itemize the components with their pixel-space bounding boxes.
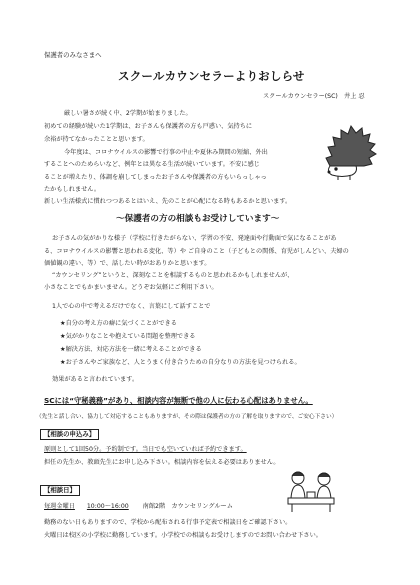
intro-line: 初めての経験が続いた1学期は、お子さんも保護者の方も戸惑い、気持ちに bbox=[44, 123, 253, 130]
application-label: 【相談の申込み】 bbox=[40, 429, 99, 440]
effect-note: 効果があると言われています。 bbox=[52, 376, 139, 383]
schedule-note: 火曜日は校区の小学校に勤務しています。小学校での相談もお受けしますのでお問い合わせ下さい。 bbox=[44, 532, 322, 539]
schedule-day: 毎週金曜日 bbox=[44, 503, 75, 510]
consult-line: 価値観の違い、等）で、話したい時がおありかと思います。 bbox=[44, 260, 211, 267]
benefit-intro: 1人で心の中で考えるだけでなく、言葉にして話すことで bbox=[52, 303, 211, 310]
intro-line: ることが増えたり、体調を崩してしまったお子さんや保護者の方もいらっしゃっ bbox=[44, 174, 267, 181]
intro-line: 余裕が持てなかったことと思います。 bbox=[44, 136, 149, 143]
schedule-label: 【相談日】 bbox=[40, 485, 80, 496]
benefit-item: ★ お子さんやご家族など、人とうまく付き合うための自分なりの方法を見つけられる。 bbox=[60, 359, 301, 368]
salutation: 保護者のみなさまへ bbox=[44, 51, 102, 59]
consult-heading: ～保護者の方の相談もお受けしています～ bbox=[116, 214, 280, 224]
intro-line: たかもしれません。 bbox=[44, 186, 101, 193]
page-title: スクールカウンセラーよりおしらせ bbox=[118, 69, 305, 83]
consult-line: る、コロナウイルスの影響と思われる変化、等）や ご自身のこと（子どもとの関係、育児がしんどい、夫婦の bbox=[44, 248, 349, 255]
schedule-place: 南館2階 カウンセリングルーム bbox=[142, 503, 233, 510]
schedule-note: 勤務のない日もありますので、学校から配布される行事予定表で相談日をご確認下さい。 bbox=[44, 519, 292, 526]
consult-line: “カウンセリング”というと、深刻なことを相談するものと思われるかもしれませんが、 bbox=[52, 272, 294, 279]
intro-line: 今年度は、コロナウイルスの影響で行事の中止や夏休み期間の短縮、外出 bbox=[64, 149, 268, 156]
schedule-details bbox=[44, 503, 233, 512]
author-line: スクールカウンセラー(SC) 井上 忍 bbox=[263, 93, 365, 100]
confidentiality-statement: SCには“守秘義務”があり、相談内容が無断で他の人に伝わる心配はありません。 bbox=[44, 396, 313, 405]
application-instructions: 担任の先生か、教頭先生にお申し込み下さい。相談内容を伝える必要はありません。 bbox=[44, 459, 280, 466]
counseling-illustration bbox=[282, 466, 340, 514]
hedgehog-illustration bbox=[322, 120, 380, 182]
schedule-time: 10:00～16:00 bbox=[86, 503, 129, 510]
benefit-item: ★ 気がかりなことや抱えている問題を整理できる bbox=[60, 333, 196, 342]
confidentiality-note: （先生と話し合い、協力して対応することもありますが、その際は保護者の方の了解を取りますので、ご安心下さい） bbox=[36, 414, 338, 420]
application-rule: 原則として1回50分。予約制です。当日でも空いていれば予約できます。 bbox=[44, 446, 247, 453]
benefit-item: ★ 自分の考え方の癖に気づくことができる bbox=[60, 320, 177, 329]
consult-line: お子さんの気がかりな様子（学校に行きたがらない、学習の不安、発達面や行動面で気になることがあ bbox=[52, 235, 337, 242]
intro-line: 新しい生活様式に慣れつつあるとはいえ、先のことが心配になる時もあるかと思います。 bbox=[44, 198, 292, 205]
intro-line: 厳しい暑さが続く中、2学期が始まりました。 bbox=[64, 110, 192, 117]
consult-line: 小さなことでもかまいません。どうぞお気軽にご利用下さい。 bbox=[44, 284, 218, 291]
benefit-item: ★ 解決方法、対応方法を一緒に考えることができる bbox=[60, 346, 202, 355]
intro-line: することへのためらいなど、例年とは異なる生活が続いています。不安に感じ bbox=[44, 161, 260, 168]
